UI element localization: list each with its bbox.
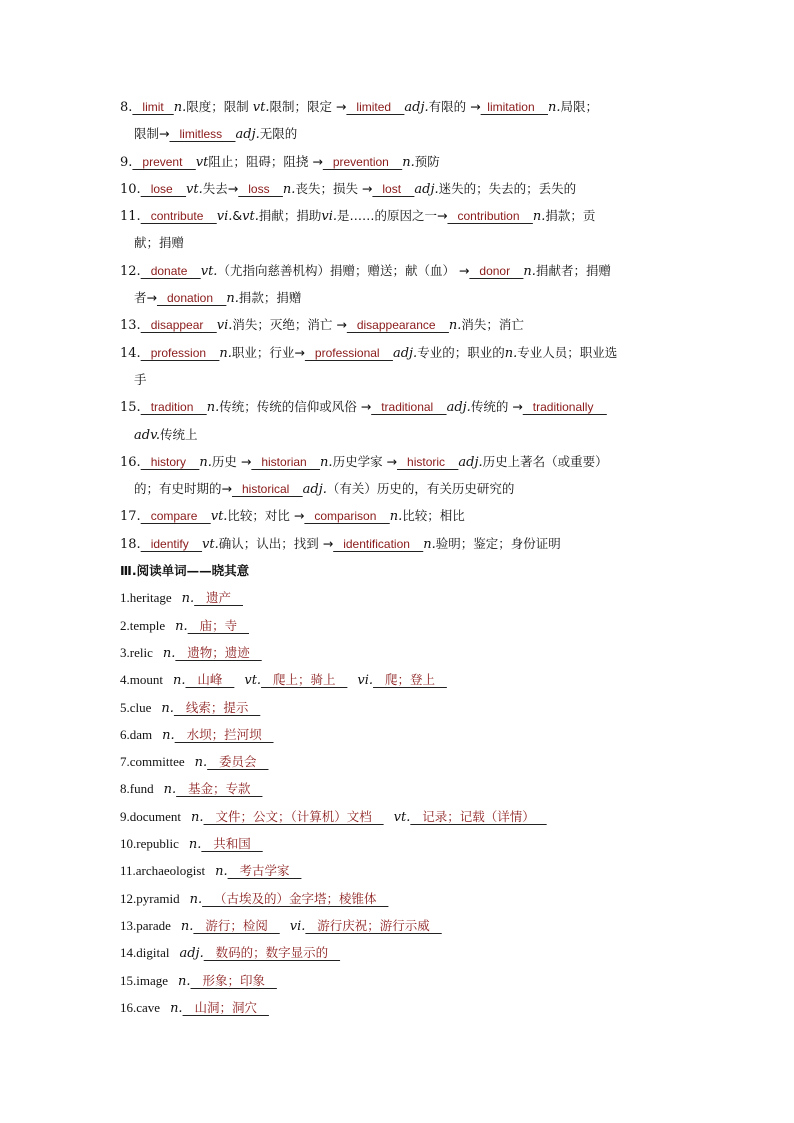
vocab-item xyxy=(120,639,680,666)
answer-blank: disappearance xyxy=(346,318,449,333)
definition-text: 限度；限制 xyxy=(186,99,253,114)
answer-blank: lose xyxy=(140,181,187,196)
answer-blank: historic xyxy=(397,454,459,469)
part-of-speech: n. xyxy=(389,509,403,525)
vocab-word: 5.clue xyxy=(120,699,152,715)
definition-text: 有限的 → xyxy=(428,99,481,114)
answer-meaning: （古埃及的）金字塔；棱锥体 xyxy=(202,890,389,906)
word-family-line-continuation xyxy=(120,284,680,311)
vocab-item xyxy=(120,967,680,994)
answer-meaning: 爬；登上 xyxy=(373,672,447,688)
answer-blank: donation xyxy=(156,291,227,306)
definition-text: 无限的 xyxy=(259,126,298,142)
answer-meaning: 文件；公文；（计算机）文档 xyxy=(203,808,384,824)
vocab-word: 10.republic xyxy=(120,836,179,852)
part-of-speech: adj. xyxy=(458,454,483,470)
answer-blank: identify xyxy=(140,536,203,551)
vocab-item xyxy=(120,612,680,639)
answer-meaning: 线索；提示 xyxy=(173,699,261,715)
vocab-item xyxy=(120,775,680,802)
vocab-word: 12.pyramid xyxy=(120,890,180,906)
part-of-speech: vi. xyxy=(216,318,233,334)
answer-blank: donate xyxy=(140,263,201,278)
word-family-line-continuation xyxy=(120,475,680,502)
part-of-speech: n. xyxy=(532,209,546,225)
part-of-speech: n. xyxy=(423,536,436,552)
definition-text: 者→ xyxy=(134,290,157,306)
vocab-item xyxy=(120,748,680,775)
vocab-word: 3.relic xyxy=(120,644,153,660)
definition-text: （尤指向慈善机构）捐赠；赠送；献（血） → xyxy=(217,262,470,278)
answer-meaning: 水坝；拦河坝 xyxy=(174,726,274,742)
answer-blank: contribute xyxy=(140,209,217,224)
vocab-item xyxy=(120,912,680,939)
vocab-word: 15.image xyxy=(120,972,169,988)
item-number: 10. xyxy=(120,181,141,197)
item-number: 14. xyxy=(120,345,141,361)
part-of-speech: n. xyxy=(162,645,176,661)
definition-text: 是……的原因之一→ xyxy=(336,208,448,224)
part-of-speech: n. xyxy=(547,100,561,115)
vocab-word: 8.fund xyxy=(120,781,154,797)
part-of-speech: adj. xyxy=(446,400,471,416)
answer-meaning: 记录；记载（详情） xyxy=(410,808,547,824)
answer-blank: prevent xyxy=(132,154,196,169)
part-of-speech: vi. xyxy=(321,209,337,225)
answer-blank: compare xyxy=(140,509,211,524)
answer-meaning: 庙；寺 xyxy=(187,617,249,633)
definition-text: 捐款；贡 xyxy=(545,208,596,224)
answer-blank: professional xyxy=(304,345,393,360)
answer-blank: historical xyxy=(231,482,303,497)
part-of-speech: vt. xyxy=(252,100,270,115)
part-of-speech: adj. xyxy=(404,100,429,115)
worksheet-page xyxy=(120,93,680,1021)
vocab-item xyxy=(120,721,680,748)
definition-text: 手 xyxy=(134,371,147,387)
part-of-speech: n. xyxy=(282,181,296,197)
part-of-speech: n. xyxy=(320,454,333,470)
part-of-speech: n. xyxy=(402,154,415,170)
vocab-item xyxy=(120,857,680,884)
answer-meaning: 基金；专款 xyxy=(176,781,263,797)
answer-meaning: 山峰 xyxy=(185,672,235,688)
answer-blank: traditionally xyxy=(522,400,607,415)
part-of-speech: vi. xyxy=(216,209,233,225)
definition-text: 献；捐赠 xyxy=(134,235,185,251)
definition-text: 捐献者；捐赠 xyxy=(535,262,611,278)
answer-blank: comparison xyxy=(304,509,390,524)
part-of-speech: n. xyxy=(504,345,518,361)
part-of-speech: n. xyxy=(162,727,175,743)
answer-blank: profession xyxy=(140,345,220,360)
answer-meaning: 山洞；洞穴 xyxy=(182,999,269,1015)
part-of-speech: n. xyxy=(175,618,188,634)
item-number: 12. xyxy=(120,263,141,279)
part-of-speech: adj. xyxy=(179,946,204,962)
word-family-line xyxy=(120,148,680,175)
definition-text: 捐献；捐助 xyxy=(258,208,322,224)
part-of-speech: n. xyxy=(170,1000,183,1016)
definition-text: 迷失的；失去的；丢失的 xyxy=(438,180,577,196)
item-number: 17. xyxy=(120,509,141,525)
definition-text: 比较；相比 xyxy=(402,508,465,524)
definition-text: 限制；限定 → xyxy=(269,99,347,114)
vocab-item xyxy=(120,694,680,721)
part-of-speech: n. xyxy=(161,700,174,716)
part-of-speech: n. xyxy=(199,454,212,470)
part-of-speech: adj. xyxy=(392,345,418,361)
word-family-line-continuation xyxy=(120,421,680,448)
vocab-word: 4.mount xyxy=(120,672,163,688)
answer-meaning: 考古学家 xyxy=(227,863,302,879)
part-of-speech: n. xyxy=(215,864,228,880)
part-of-speech: vt. xyxy=(244,673,262,689)
part-of-speech: vt. xyxy=(202,536,219,552)
answer-blank: tradition xyxy=(140,400,207,415)
vocab-item xyxy=(120,885,680,912)
vocab-item xyxy=(120,584,680,611)
answer-blank: identification xyxy=(333,536,424,551)
word-family-line xyxy=(120,502,680,529)
item-number: 16. xyxy=(120,454,141,470)
answer-blank: traditional xyxy=(371,400,447,415)
definition-text: 历史上著名（或重要） xyxy=(482,453,608,469)
part-of-speech: vt. xyxy=(186,181,203,197)
word-family-line xyxy=(120,93,680,120)
vocab-word: 11.archaeologist xyxy=(120,863,206,879)
part-of-speech: n. xyxy=(178,973,191,989)
definition-text: 确认；认出；找到 → xyxy=(218,535,334,551)
part-of-speech: n. xyxy=(173,100,187,115)
definition-text: 的；有史时期的→ xyxy=(134,481,232,497)
vocab-item xyxy=(120,666,680,693)
vocab-word: 6.dam xyxy=(120,726,153,742)
answer-meaning: 游行；检阅 xyxy=(193,917,280,933)
answer-meaning: 爬上；骑上 xyxy=(261,672,348,688)
word-family-line-continuation xyxy=(120,229,680,256)
word-family-line-continuation xyxy=(120,120,680,147)
vocab-word: 13.parade xyxy=(120,917,171,933)
word-family-line xyxy=(120,393,680,420)
vocab-word: 16.cave xyxy=(120,999,161,1015)
part-of-speech: n. xyxy=(172,673,186,689)
vocab-word: 7.committee xyxy=(120,754,185,770)
word-family-line xyxy=(120,202,680,229)
part-of-speech: n. xyxy=(180,918,194,934)
answer-blank: contribution xyxy=(447,209,533,224)
part-of-speech: vi. xyxy=(289,918,306,934)
part-of-speech: adv. xyxy=(134,427,161,443)
item-number: 8. xyxy=(120,100,133,115)
part-of-speech: adj. xyxy=(235,127,260,143)
part-of-speech: n. xyxy=(188,837,202,853)
definition-text: 丧失；损失 → xyxy=(295,180,373,196)
item-number: 11. xyxy=(120,209,141,225)
vocab-item xyxy=(120,830,680,857)
vocab-word: 9.document xyxy=(120,808,182,824)
answer-meaning: 共和国 xyxy=(201,836,263,852)
definition-text: 验明；鉴定；身份证明 xyxy=(435,535,561,551)
answer-blank: history xyxy=(140,454,200,469)
word-family-line-continuation xyxy=(120,366,680,393)
item-number: 18. xyxy=(120,536,141,552)
word-family-line xyxy=(120,530,680,557)
answer-blank: limitless xyxy=(169,127,236,142)
definition-text: & xyxy=(232,208,243,224)
section-heading: Ⅲ.阅读单词——晓其意 xyxy=(120,563,250,579)
vocab-word: 14.digital xyxy=(120,945,170,961)
definition-text: 专业的；职业的 xyxy=(417,344,505,360)
definition-text: 比较；对比 → xyxy=(227,508,305,524)
part-of-speech: adj. xyxy=(414,181,439,197)
definition-text: 传统的 → xyxy=(470,399,523,415)
part-of-speech: n. xyxy=(523,263,536,279)
part-of-speech: n. xyxy=(181,591,195,607)
answer-blank: historian xyxy=(251,454,321,469)
answer-meaning: 形象；印象 xyxy=(190,972,277,988)
answer-meaning: 遗产 xyxy=(194,590,243,606)
part-of-speech: adj. xyxy=(302,482,327,498)
vocab-item xyxy=(120,939,680,966)
definition-text: 消失；消亡 xyxy=(461,317,524,333)
answer-blank: limitation xyxy=(480,100,548,114)
answer-meaning: 遗物；遗迹 xyxy=(175,644,262,660)
answer-meaning: 游行庆祝；游行示威 xyxy=(305,917,442,933)
part-of-speech: n. xyxy=(226,291,239,307)
definition-text: 历史学家 → xyxy=(332,453,398,469)
definition-text: 阻止；阻碍；阻挠 → xyxy=(208,153,323,169)
part-of-speech: vt. xyxy=(200,263,218,279)
definition-text: 限制→ xyxy=(134,126,170,142)
answer-blank: limited xyxy=(346,100,405,114)
part-of-speech: vt xyxy=(195,154,209,170)
part-of-speech: vt. xyxy=(393,809,411,825)
part-of-speech: n. xyxy=(163,782,177,798)
answer-blank: loss xyxy=(238,181,283,196)
reading-vocabulary-section xyxy=(120,584,680,1021)
part-of-speech: n. xyxy=(206,400,220,416)
vocab-item xyxy=(120,994,680,1021)
definition-text: 失去→ xyxy=(202,180,239,196)
answer-blank: donor xyxy=(469,263,524,278)
item-number: 15. xyxy=(120,400,141,416)
answer-meaning: 数码的；数字显示的 xyxy=(203,945,341,961)
definition-text: 职业；行业→ xyxy=(231,344,305,360)
word-family-line xyxy=(120,339,680,366)
definition-text: （有关）历史的，有关历史研究的 xyxy=(326,481,515,497)
definition-text: 消失；灭绝；消亡 → xyxy=(232,317,347,333)
item-number: 9. xyxy=(120,154,133,170)
definition-text: 传统上 xyxy=(160,426,198,442)
word-family-line xyxy=(120,311,680,338)
part-of-speech: n. xyxy=(191,809,204,825)
part-of-speech: vt. xyxy=(210,509,228,525)
definition-text: 专业人员；职业选 xyxy=(517,344,618,360)
item-number: 13. xyxy=(120,318,141,334)
part-of-speech: vi. xyxy=(357,673,374,689)
part-of-speech: vt. xyxy=(242,209,259,225)
part-of-speech: n. xyxy=(194,755,208,771)
answer-blank: disappear xyxy=(140,318,217,333)
word-family-line xyxy=(120,448,680,475)
part-of-speech: n. xyxy=(448,318,462,334)
definition-text: 历史 → xyxy=(211,453,252,469)
part-of-speech: n. xyxy=(189,891,203,907)
part-of-speech: n. xyxy=(219,345,232,361)
answer-blank: prevention xyxy=(322,154,403,169)
definition-text: 捐款；捐赠 xyxy=(238,290,302,306)
word-family-line xyxy=(120,175,680,202)
answer-meaning: 委员会 xyxy=(207,754,269,770)
vocab-item xyxy=(120,803,680,830)
answer-blank: lost xyxy=(372,181,415,196)
vocab-word: 2.temple xyxy=(120,617,166,633)
definition-text: 局限； xyxy=(560,99,599,114)
word-family-line xyxy=(120,257,680,284)
definition-text: 传统；传统的信仰或风俗 → xyxy=(219,399,372,415)
word-family-section xyxy=(120,93,680,557)
definition-text: 预防 xyxy=(414,153,440,169)
answer-blank: limit xyxy=(132,100,174,114)
vocab-word: 1.heritage xyxy=(120,590,172,606)
